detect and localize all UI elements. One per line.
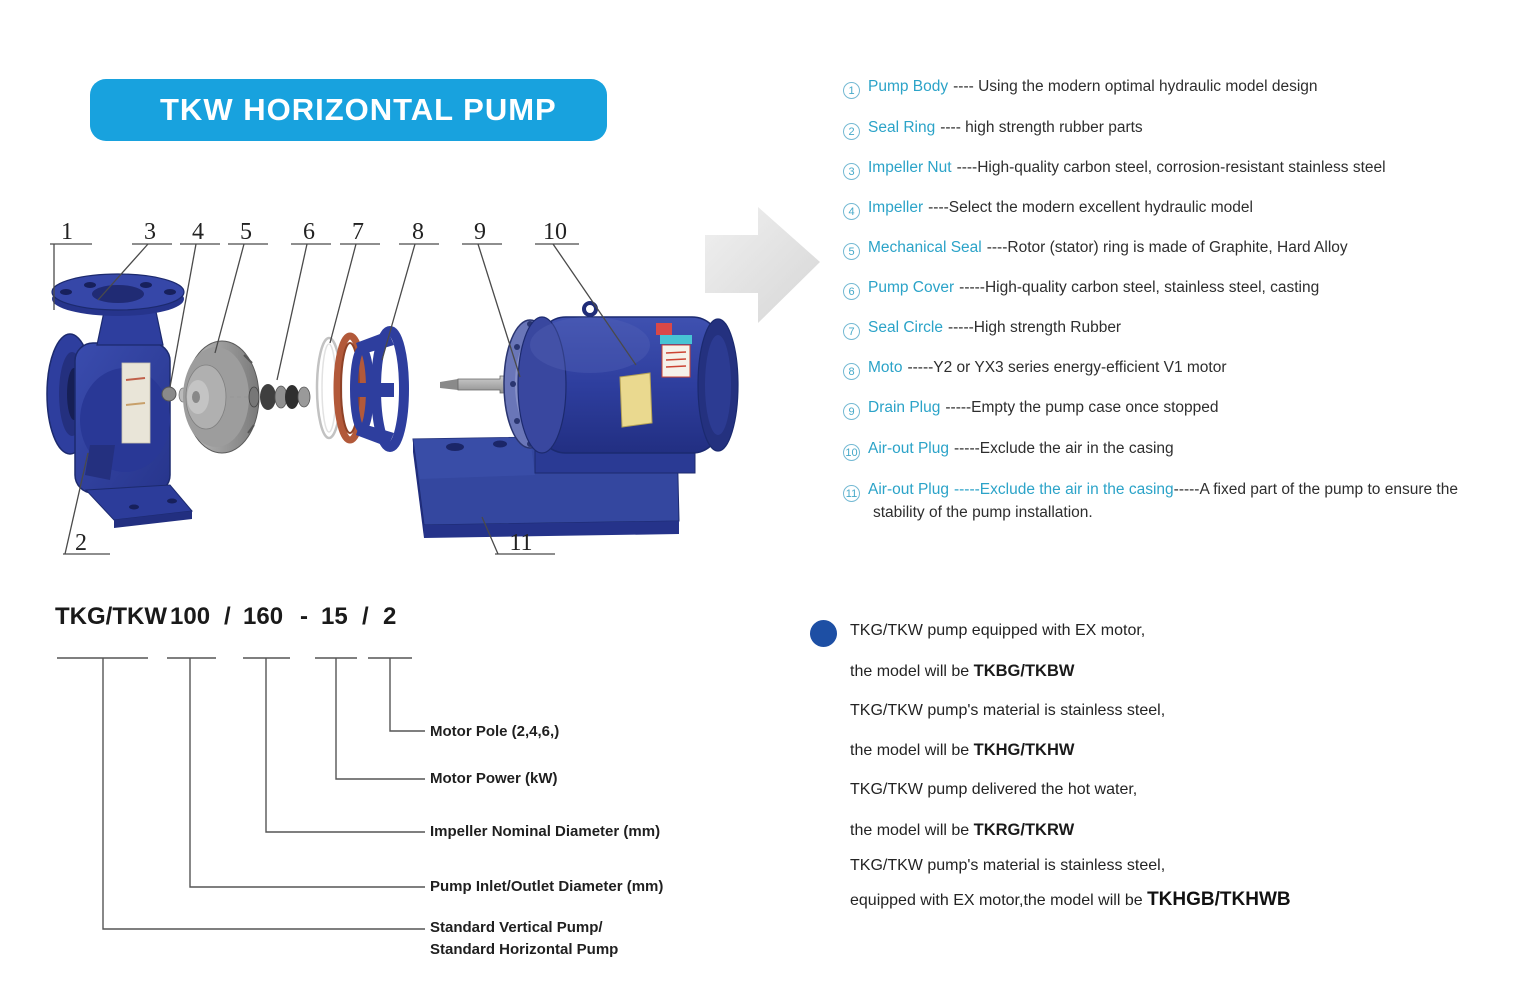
variant-line-prefix: the model will be [850, 822, 974, 839]
variant-line: TKG/TKW pump's material is stainless steel, [850, 857, 1166, 874]
part-number-badge: 9 [843, 403, 860, 420]
part-description: -----Y2 or YX3 series energy-efficient V1 motor [907, 359, 1227, 376]
part-name: Pump Body [868, 78, 949, 95]
part-name: Impeller Nut [868, 159, 952, 176]
callout-9: 9 [474, 219, 486, 245]
arrow-right-icon [705, 207, 820, 323]
model-code-series: TKG/TKW [55, 603, 167, 630]
model-code-impeller: 160 [243, 603, 284, 630]
callout-7: 7 [352, 219, 364, 245]
callout-11: 11 [509, 530, 533, 556]
part-name: Seal Ring [868, 119, 936, 136]
label-inlet-outlet: Pump Inlet/Outlet Diameter (mm) [430, 878, 664, 895]
variant-line [850, 741, 1074, 760]
part-number-badge: 10 [843, 444, 860, 461]
parts-list-item [843, 157, 1491, 180]
part-name: Drain Plug [868, 399, 941, 416]
bullet-circle-icon [810, 620, 837, 647]
model-code-inlet: 100 [170, 603, 211, 630]
part-description: ----Select the modern excellent hydraulic model [928, 199, 1253, 216]
label-motor-pole: Motor Pole (2,4,6,) [430, 723, 560, 740]
part-number-badge: 3 [843, 163, 860, 180]
title-banner [90, 79, 607, 141]
pump-cover-graphic [337, 331, 404, 447]
variant-model-code: TKHGB/TKHWB [1147, 889, 1291, 910]
parts-list-item [843, 117, 1491, 140]
model-code-slash2: / [362, 603, 369, 630]
label-standard-pump-2: Standard Horizontal Pump [430, 941, 619, 958]
variant-line-prefix: the model will be [850, 663, 974, 680]
callout-6: 6 [303, 219, 315, 245]
callout-4: 4 [192, 219, 204, 245]
part-number-badge: 2 [843, 123, 860, 140]
parts-list-item [843, 197, 1491, 220]
part-description: ----Rotor (stator) ring is made of Graphite, Hard Alloy [986, 239, 1348, 256]
variant-line [850, 889, 1291, 911]
callout-8: 8 [412, 219, 424, 245]
parts-list-item [843, 397, 1491, 420]
model-code-dash: - [300, 603, 308, 630]
variant-line: TKG/TKW pump equipped with EX motor, [850, 622, 1146, 639]
part-description: -----High-quality carbon steel, stainless steel, casting [959, 279, 1320, 296]
variant-line-prefix: equipped with EX motor,the model will be [850, 892, 1148, 909]
label-standard-pump-1: Standard Vertical Pump/ [430, 919, 603, 936]
part-number-badge: 1 [843, 82, 860, 99]
parts-list-item [843, 76, 1491, 99]
page-title: TKW HORIZONTAL PUMP [160, 92, 557, 127]
model-code-slash: / [224, 603, 231, 630]
label-motor-power: Motor Power (kW) [430, 770, 558, 787]
part-name: Impeller [868, 199, 924, 216]
parts-list-item [843, 237, 1491, 260]
variant-line [850, 821, 1074, 840]
parts-list-item [843, 479, 1491, 523]
part-name: Mechanical Seal [868, 239, 982, 256]
part-number-badge: 6 [843, 283, 860, 300]
part-name: Pump Cover [868, 279, 955, 296]
parts-list-item [843, 317, 1491, 340]
part-name: Seal Circle [868, 319, 943, 336]
model-code-power: 15 [321, 603, 348, 630]
part-number-badge: 4 [843, 203, 860, 220]
variant-model-code: TKRG/TKRW [973, 821, 1075, 839]
part-number-badge: 11 [843, 485, 860, 502]
parts-list-item [843, 277, 1491, 300]
part-name: Moto [868, 359, 903, 376]
part-number-badge: 5 [843, 243, 860, 260]
part-description: -----High strength Rubber [947, 319, 1122, 336]
parts-list [843, 0, 1508, 545]
variant-line-prefix: the model will be [850, 742, 974, 759]
part-name: Air-out Plug [868, 440, 949, 457]
parts-list-item [843, 438, 1491, 461]
callout-10: 10 [543, 219, 567, 245]
callout-3: 3 [144, 219, 156, 245]
part-description-highlight: -----Exclude the air in the casing [953, 481, 1174, 498]
variant-model-code: TKBG/TKBW [973, 662, 1075, 680]
callout-2: 2 [75, 530, 87, 556]
callout-5: 5 [240, 219, 252, 245]
model-code-connectors [40, 640, 740, 970]
part-number-badge: 8 [843, 363, 860, 380]
label-impeller-diameter: Impeller Nominal Diameter (mm) [430, 823, 661, 840]
part-description: -----Exclude the air in the casing [953, 440, 1174, 457]
part-description: ---- high strength rubber parts [940, 119, 1143, 136]
variant-line: TKG/TKW pump delivered the hot water, [850, 781, 1138, 798]
part-description: ---- Using the modern optimal hydraulic model design [953, 78, 1318, 95]
model-code-pole: 2 [383, 603, 397, 630]
part-name: Air-out Plug [868, 481, 949, 498]
variant-line: TKG/TKW pump's material is stainless steel, [850, 702, 1166, 719]
part-description: -----A fixed part of the pump to ensure the stability of the pump installation. [873, 481, 1458, 521]
pump-exploded-diagram [30, 195, 840, 580]
parts-list-item [843, 357, 1491, 380]
part-number-badge: 7 [843, 323, 860, 340]
variant-model-code: TKHG/TKHW [973, 741, 1075, 759]
variant-line [850, 662, 1074, 681]
variants-block [810, 612, 1490, 942]
part-description: -----Empty the pump case once stopped [945, 399, 1219, 416]
callout-1: 1 [61, 219, 73, 245]
part-description: ----High-quality carbon steel, corrosion-resistant stainless steel [956, 159, 1386, 176]
